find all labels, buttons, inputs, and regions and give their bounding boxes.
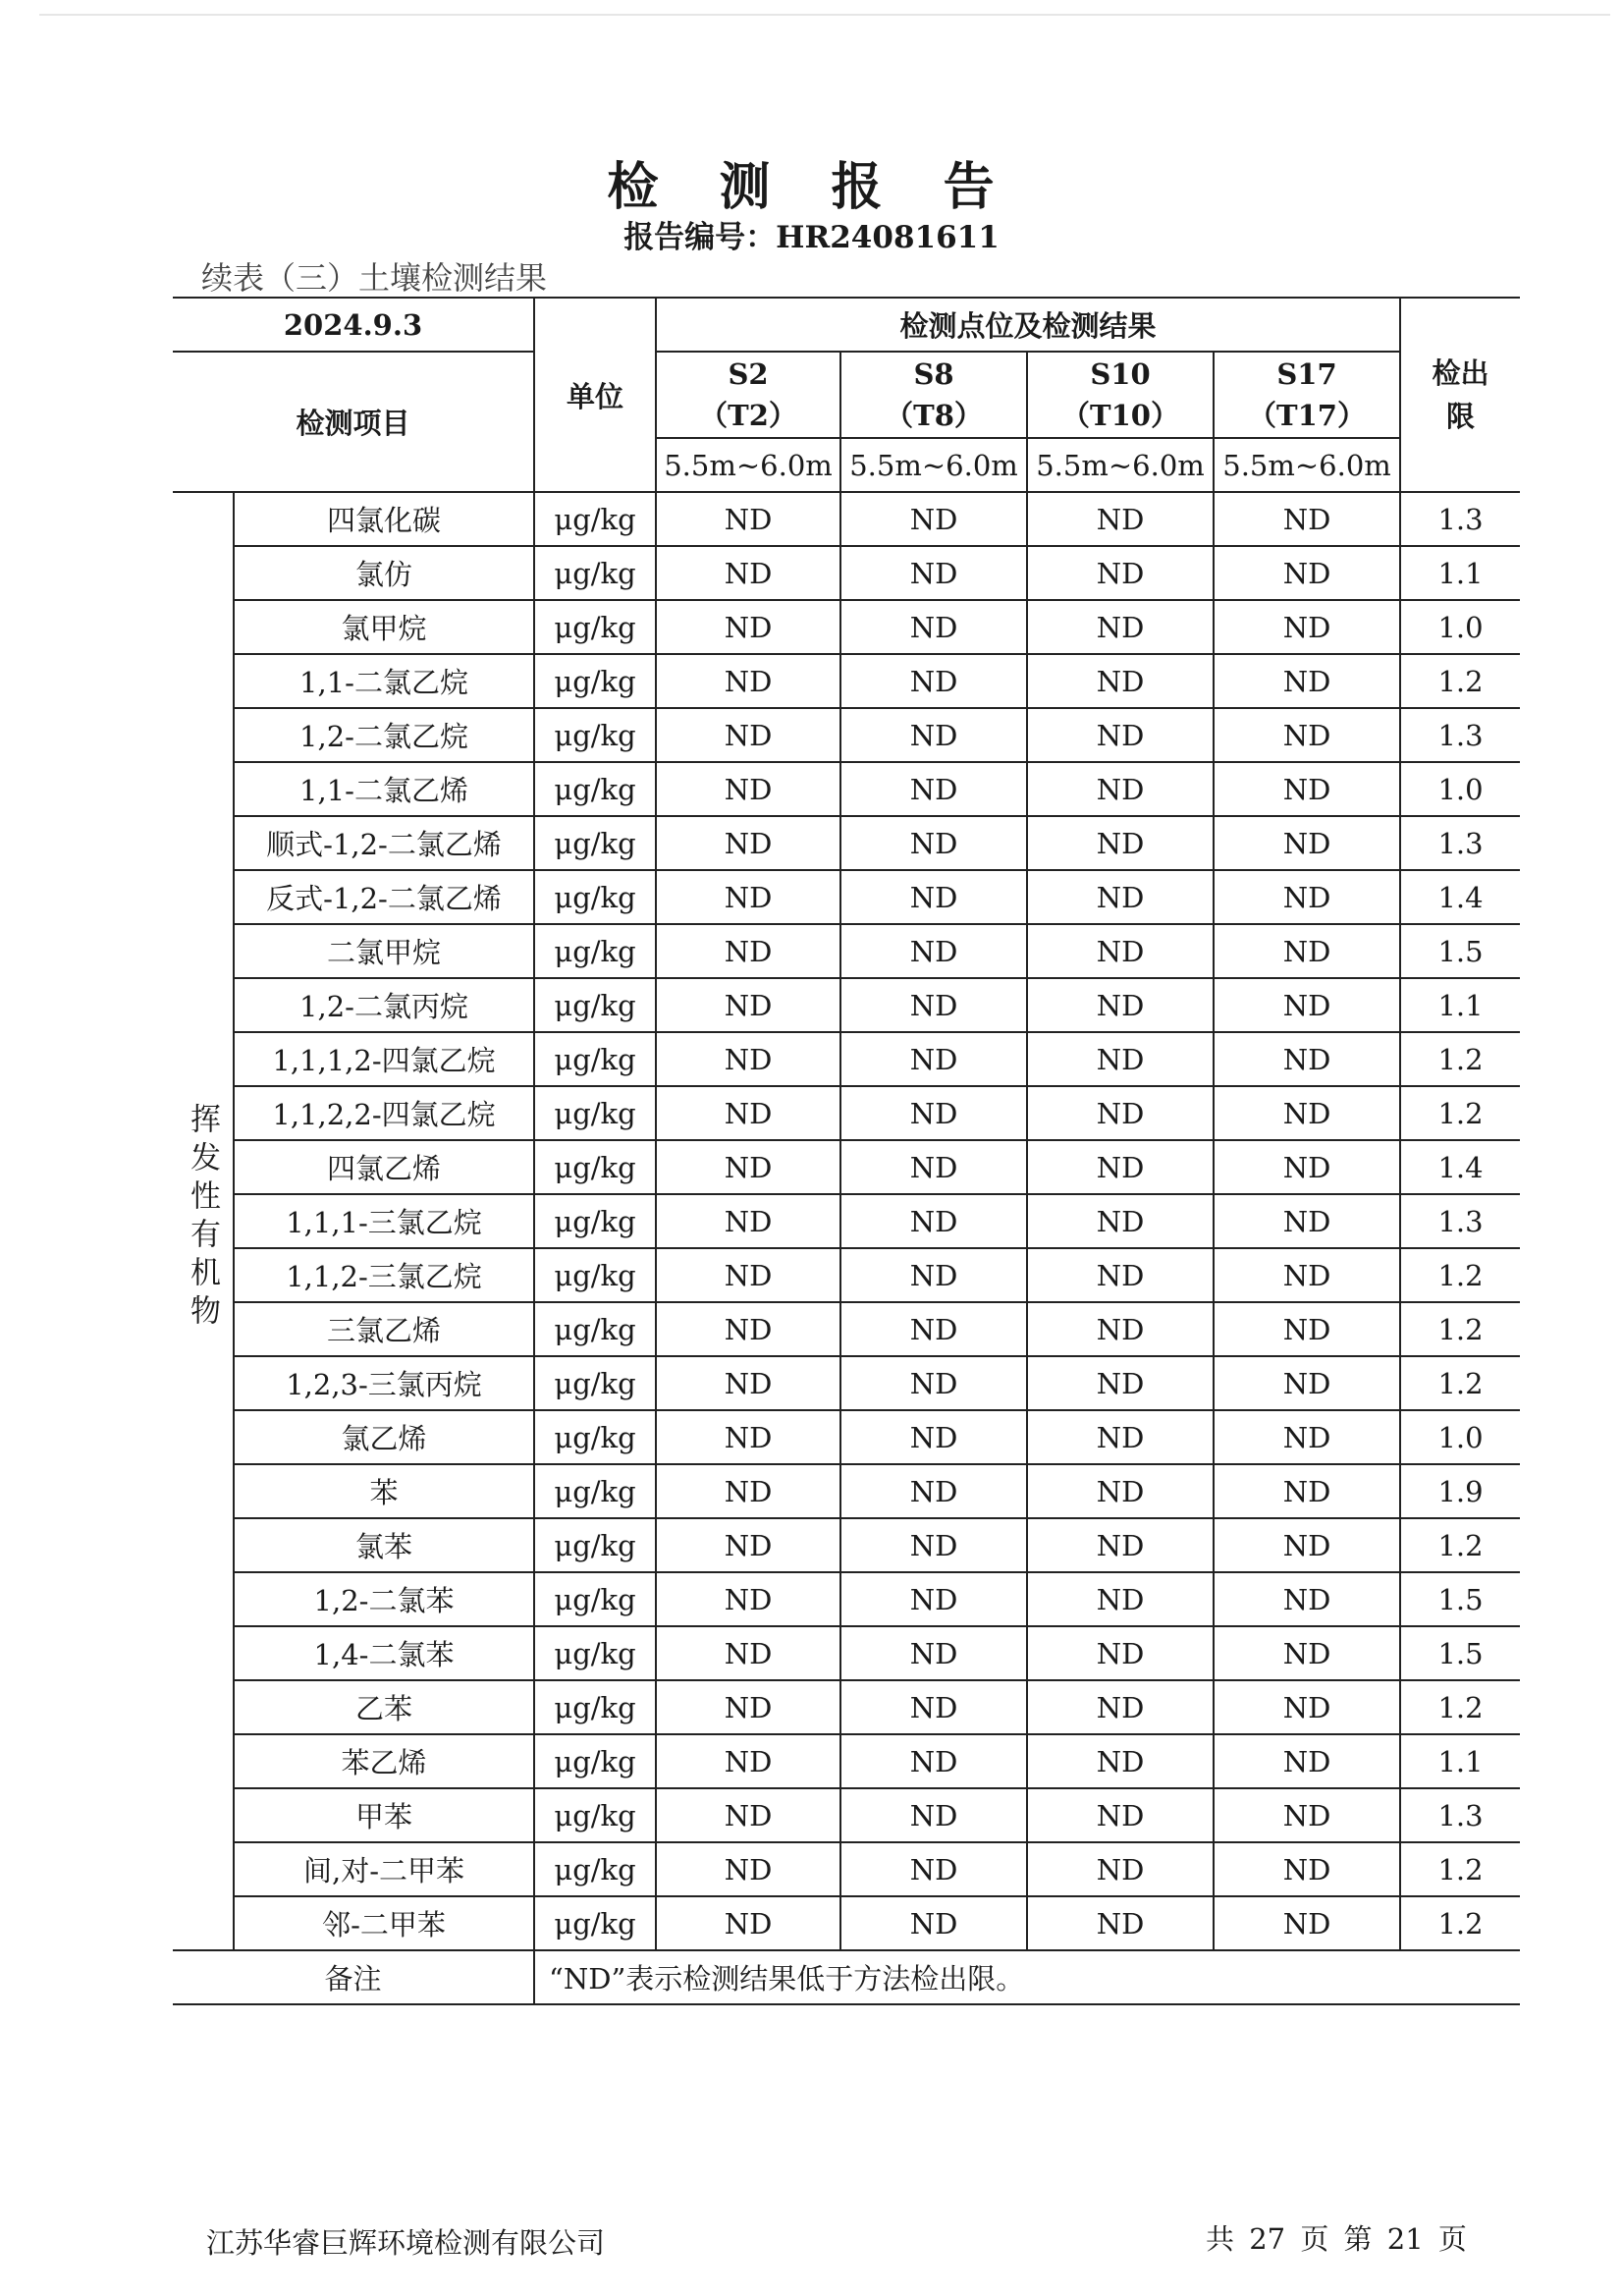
depth-cell: 5.5m~6.0m [656, 438, 840, 492]
table-row [173, 1248, 1520, 1302]
note-row [173, 1950, 1520, 2004]
result-cell: ND [840, 1194, 1027, 1248]
result-cell: ND [1027, 924, 1214, 978]
unit-cell: μg/kg [534, 1464, 656, 1518]
point-sub: （T8） [885, 399, 983, 432]
table-row [173, 978, 1520, 1032]
result-cell: ND [1027, 1356, 1214, 1410]
result-cell: ND [656, 492, 840, 546]
analyte-name: 甲苯 [234, 1788, 534, 1842]
document-title: 检 测 报 告 [607, 157, 1016, 217]
points-header: 检测点位及检测结果 [656, 298, 1400, 352]
result-cell: ND [1027, 1248, 1214, 1302]
limit-cell: 1.2 [1400, 654, 1520, 708]
analyte-name: 反式-1,2-二氯乙烯 [234, 870, 534, 924]
table-row [173, 1788, 1520, 1842]
report-number: 报告编号：HR24081611 [623, 220, 1000, 255]
analyte-name: 1,1,1-三氯乙烷 [234, 1194, 534, 1248]
point-id: S10 [1090, 357, 1151, 391]
page-info: 共 27 页 第 21 页 [1206, 2222, 1467, 2256]
result-cell: ND [1027, 1734, 1214, 1788]
test-date: 2024.9.3 [173, 298, 534, 352]
result-cell: ND [1027, 600, 1214, 654]
result-cell: ND [1027, 1410, 1214, 1464]
point-id: S8 [913, 357, 954, 391]
limit-cell: 1.2 [1400, 1032, 1520, 1086]
result-cell: ND [1214, 1788, 1400, 1842]
table-row [173, 708, 1520, 762]
table-row [173, 600, 1520, 654]
result-cell: ND [840, 762, 1027, 816]
result-cell: ND [840, 1518, 1027, 1572]
limit-cell: 1.5 [1400, 1626, 1520, 1680]
result-cell: ND [840, 708, 1027, 762]
analyte-name: 氯甲烷 [234, 600, 534, 654]
result-cell: ND [840, 1302, 1027, 1356]
result-cell: ND [1214, 492, 1400, 546]
result-cell: ND [1214, 546, 1400, 600]
point-s8 [840, 352, 1027, 438]
limit-header-text: 检出限 [1432, 356, 1489, 433]
result-cell: ND [840, 1248, 1027, 1302]
result-cell: ND [1027, 1788, 1214, 1842]
point-id: S17 [1276, 357, 1337, 391]
result-cell: ND [840, 1734, 1027, 1788]
table-row [173, 1356, 1520, 1410]
analyte-name: 1,1,1,2-四氯乙烷 [234, 1032, 534, 1086]
result-cell: ND [656, 1140, 840, 1194]
table-row [173, 654, 1520, 708]
analyte-name: 四氯化碳 [234, 492, 534, 546]
unit-cell: μg/kg [534, 492, 656, 546]
point-id: S2 [728, 357, 769, 391]
unit-cell: μg/kg [534, 1572, 656, 1626]
result-cell: ND [1214, 816, 1400, 870]
point-sub: （T2） [699, 399, 797, 432]
result-cell: ND [1027, 654, 1214, 708]
result-cell: ND [1214, 1194, 1400, 1248]
result-cell: ND [840, 1464, 1027, 1518]
result-cell: ND [656, 600, 840, 654]
point-s17 [1214, 352, 1400, 438]
unit-cell: μg/kg [534, 924, 656, 978]
point-sub: （T17） [1248, 399, 1366, 432]
table-row [173, 1572, 1520, 1626]
limit-cell: 1.2 [1400, 1356, 1520, 1410]
result-cell: ND [656, 924, 840, 978]
category-cell [173, 492, 234, 1950]
limit-cell: 1.1 [1400, 1734, 1520, 1788]
result-cell: ND [1214, 1086, 1400, 1140]
analyte-name: 二氯甲烷 [234, 924, 534, 978]
result-cell: ND [656, 816, 840, 870]
analyte-name: 邻-二甲苯 [234, 1896, 534, 1950]
analyte-name: 氯苯 [234, 1518, 534, 1572]
unit-header: 单位 [534, 298, 656, 492]
result-cell: ND [1214, 978, 1400, 1032]
limit-cell: 1.2 [1400, 1086, 1520, 1140]
result-cell: ND [840, 924, 1027, 978]
result-cell: ND [1214, 1680, 1400, 1734]
table-row [173, 924, 1520, 978]
result-cell: ND [840, 1032, 1027, 1086]
result-cell: ND [656, 708, 840, 762]
table-row [173, 492, 1520, 546]
result-cell: ND [656, 546, 840, 600]
unit-cell: μg/kg [534, 978, 656, 1032]
result-cell: ND [1214, 762, 1400, 816]
result-cell: ND [840, 1086, 1027, 1140]
result-cell: ND [840, 546, 1027, 600]
table-row [173, 1518, 1520, 1572]
analyte-name: 1,2-二氯苯 [234, 1572, 534, 1626]
limit-cell: 1.2 [1400, 1248, 1520, 1302]
result-cell: ND [1214, 1572, 1400, 1626]
result-cell: ND [656, 1788, 840, 1842]
result-cell: ND [840, 1410, 1027, 1464]
unit-cell: μg/kg [534, 1356, 656, 1410]
result-cell: ND [1027, 1302, 1214, 1356]
result-cell: ND [656, 1356, 840, 1410]
analyte-name: 苯 [234, 1464, 534, 1518]
point-sub: （T10） [1061, 399, 1179, 432]
result-cell: ND [656, 1680, 840, 1734]
result-cell: ND [840, 654, 1027, 708]
result-cell: ND [1027, 816, 1214, 870]
limit-cell: 1.4 [1400, 1140, 1520, 1194]
unit-cell: μg/kg [534, 1788, 656, 1842]
result-cell: ND [1027, 1680, 1214, 1734]
limit-cell: 1.0 [1400, 1410, 1520, 1464]
result-cell: ND [656, 654, 840, 708]
result-cell: ND [840, 1842, 1027, 1896]
unit-cell: μg/kg [534, 1248, 656, 1302]
result-cell: ND [1214, 654, 1400, 708]
result-cell: ND [656, 870, 840, 924]
table-row [173, 1896, 1520, 1950]
result-cell: ND [840, 600, 1027, 654]
result-cell: ND [656, 1464, 840, 1518]
company-name: 江苏华睿巨辉环境检测有限公司 [206, 2226, 606, 2260]
limit-cell: 1.9 [1400, 1464, 1520, 1518]
result-cell: ND [1027, 1194, 1214, 1248]
analyte-name: 1,2-二氯乙烷 [234, 708, 534, 762]
result-cell: ND [656, 762, 840, 816]
point-s10 [1027, 352, 1214, 438]
table-row [173, 1626, 1520, 1680]
unit-cell: μg/kg [534, 1896, 656, 1950]
result-cell: ND [1214, 870, 1400, 924]
table-row [173, 1032, 1520, 1086]
result-cell: ND [840, 1680, 1027, 1734]
unit-cell: μg/kg [534, 762, 656, 816]
limit-cell: 1.5 [1400, 1572, 1520, 1626]
analyte-name: 乙苯 [234, 1680, 534, 1734]
unit-cell: μg/kg [534, 816, 656, 870]
table-row [173, 1086, 1520, 1140]
result-cell: ND [656, 1572, 840, 1626]
analyte-name: 1,2,3-三氯丙烷 [234, 1356, 534, 1410]
unit-cell: μg/kg [534, 654, 656, 708]
result-cell: ND [656, 1032, 840, 1086]
result-cell: ND [1027, 978, 1214, 1032]
result-cell: ND [1214, 1302, 1400, 1356]
result-cell: ND [1027, 546, 1214, 600]
limit-cell: 1.3 [1400, 492, 1520, 546]
result-cell: ND [1027, 708, 1214, 762]
result-cell: ND [1214, 1896, 1400, 1950]
result-cell: ND [840, 1626, 1027, 1680]
result-cell: ND [1027, 1464, 1214, 1518]
table-row [173, 1842, 1520, 1896]
unit-cell: μg/kg [534, 600, 656, 654]
result-cell: ND [840, 1140, 1027, 1194]
unit-cell: μg/kg [534, 1140, 656, 1194]
result-cell: ND [1214, 1464, 1400, 1518]
table-row [173, 1464, 1520, 1518]
analyte-name: 三氯乙烯 [234, 1302, 534, 1356]
note-text: “ND”表示检测结果低于方法检出限。 [534, 1950, 1520, 2004]
table-row [173, 1680, 1520, 1734]
analyte-name: 间,对-二甲苯 [234, 1842, 534, 1896]
note-label: 备注 [173, 1950, 534, 2004]
result-cell: ND [1214, 1140, 1400, 1194]
limit-cell: 1.2 [1400, 1518, 1520, 1572]
category-label: 挥发性有机物 [185, 1103, 220, 1333]
result-cell: ND [1214, 1248, 1400, 1302]
header-row-2 [173, 352, 1520, 438]
result-cell: ND [1027, 870, 1214, 924]
result-cell: ND [1214, 1734, 1400, 1788]
unit-cell: μg/kg [534, 1734, 656, 1788]
scan-edge-line [39, 14, 1610, 16]
unit-cell: μg/kg [534, 1194, 656, 1248]
limit-cell: 1.0 [1400, 762, 1520, 816]
analyte-name: 四氯乙烯 [234, 1140, 534, 1194]
table-row [173, 762, 1520, 816]
unit-cell: μg/kg [534, 1032, 656, 1086]
limit-cell: 1.3 [1400, 816, 1520, 870]
result-cell: ND [1027, 1032, 1214, 1086]
result-cell: ND [1214, 1626, 1400, 1680]
result-cell: ND [840, 870, 1027, 924]
unit-cell: μg/kg [534, 1302, 656, 1356]
result-cell: ND [656, 1086, 840, 1140]
result-cell: ND [656, 978, 840, 1032]
result-cell: ND [656, 1896, 840, 1950]
result-cell: ND [656, 1194, 840, 1248]
result-cell: ND [840, 978, 1027, 1032]
depth-cell: 5.5m~6.0m [1214, 438, 1400, 492]
result-cell: ND [656, 1302, 840, 1356]
limit-cell: 1.1 [1400, 978, 1520, 1032]
result-cell: ND [1027, 1518, 1214, 1572]
table-row [173, 1410, 1520, 1464]
result-cell: ND [1214, 600, 1400, 654]
result-cell: ND [1027, 1896, 1214, 1950]
result-cell: ND [840, 1788, 1027, 1842]
result-cell: ND [656, 1518, 840, 1572]
unit-cell: μg/kg [534, 1086, 656, 1140]
depth-cell: 5.5m~6.0m [840, 438, 1027, 492]
header-row-1 [173, 298, 1520, 352]
table-row [173, 870, 1520, 924]
limit-cell: 1.2 [1400, 1302, 1520, 1356]
limit-cell: 1.2 [1400, 1896, 1520, 1950]
limit-cell: 1.0 [1400, 600, 1520, 654]
analyte-name: 顺式-1,2-二氯乙烯 [234, 816, 534, 870]
result-cell: ND [840, 1896, 1027, 1950]
result-cell: ND [656, 1734, 840, 1788]
result-cell: ND [1214, 1032, 1400, 1086]
result-cell: ND [1214, 1842, 1400, 1896]
result-cell: ND [1214, 924, 1400, 978]
unit-cell: μg/kg [534, 1680, 656, 1734]
result-cell: ND [656, 1842, 840, 1896]
result-cell: ND [840, 1572, 1027, 1626]
table-row [173, 1140, 1520, 1194]
table-subtitle: 续表（三）土壤检测结果 [201, 259, 548, 297]
limit-cell: 1.4 [1400, 870, 1520, 924]
unit-cell: μg/kg [534, 1626, 656, 1680]
analyte-name: 1,4-二氯苯 [234, 1626, 534, 1680]
result-cell: ND [1027, 492, 1214, 546]
result-cell: ND [1214, 1410, 1400, 1464]
limit-cell: 1.3 [1400, 1788, 1520, 1842]
analyte-name: 氯乙烯 [234, 1410, 534, 1464]
result-cell: ND [1214, 1356, 1400, 1410]
limit-cell: 1.3 [1400, 708, 1520, 762]
limit-cell: 1.3 [1400, 1194, 1520, 1248]
soil-results-table [173, 297, 1520, 2005]
analyte-name: 1,1-二氯乙烯 [234, 762, 534, 816]
analyte-name: 氯仿 [234, 546, 534, 600]
table-row [173, 1734, 1520, 1788]
result-cell: ND [1027, 1572, 1214, 1626]
result-cell: ND [1027, 1842, 1214, 1896]
result-cell: ND [840, 492, 1027, 546]
limit-cell: 1.2 [1400, 1680, 1520, 1734]
limit-header [1400, 298, 1520, 492]
table-row [173, 1194, 1520, 1248]
unit-cell: μg/kg [534, 708, 656, 762]
analyte-name: 苯乙烯 [234, 1734, 534, 1788]
analyte-name: 1,1,2-三氯乙烷 [234, 1248, 534, 1302]
result-cell: ND [656, 1626, 840, 1680]
unit-cell: μg/kg [534, 870, 656, 924]
limit-cell: 1.2 [1400, 1842, 1520, 1896]
result-cell: ND [1214, 1518, 1400, 1572]
unit-cell: μg/kg [534, 546, 656, 600]
result-cell: ND [1027, 1140, 1214, 1194]
item-header: 检测项目 [173, 352, 534, 492]
result-cell: ND [1027, 762, 1214, 816]
result-cell: ND [840, 816, 1027, 870]
analyte-name: 1,2-二氯丙烷 [234, 978, 534, 1032]
result-cell: ND [1214, 708, 1400, 762]
depth-cell: 5.5m~6.0m [1027, 438, 1214, 492]
unit-cell: μg/kg [534, 1410, 656, 1464]
result-cell: ND [840, 1356, 1027, 1410]
analyte-name: 1,1,2,2-四氯乙烷 [234, 1086, 534, 1140]
table-row [173, 1302, 1520, 1356]
result-cell: ND [656, 1410, 840, 1464]
table-row [173, 546, 1520, 600]
result-cell: ND [1027, 1086, 1214, 1140]
limit-cell: 1.1 [1400, 546, 1520, 600]
unit-cell: μg/kg [534, 1842, 656, 1896]
analyte-name: 1,1-二氯乙烷 [234, 654, 534, 708]
table-row [173, 816, 1520, 870]
unit-cell: μg/kg [534, 1518, 656, 1572]
point-s2 [656, 352, 840, 438]
result-cell: ND [1027, 1626, 1214, 1680]
result-cell: ND [656, 1248, 840, 1302]
limit-cell: 1.5 [1400, 924, 1520, 978]
